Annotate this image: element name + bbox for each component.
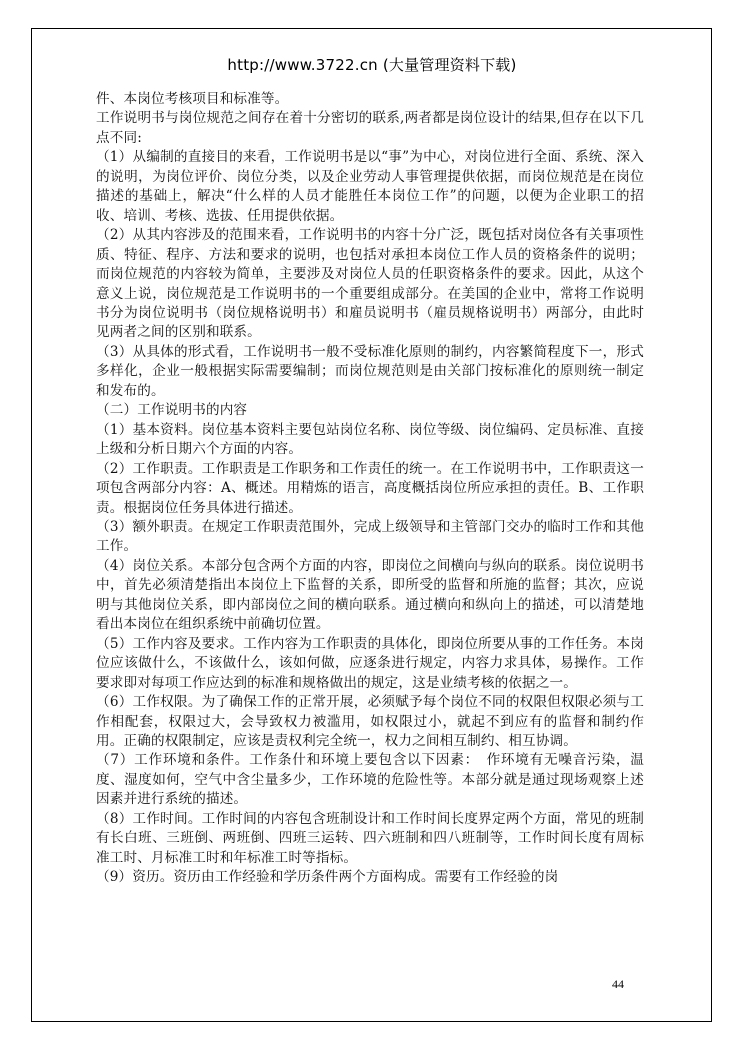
paragraph-1: 件、本岗位考核项目和标准等。 xyxy=(96,91,289,107)
header-url[interactable]: http://www.3722.cn xyxy=(227,56,378,74)
paragraph-7: （1）基本资料。岗位基本资料主要包站岗位名称、岗位等级、岗位编码、定员标准、直接上级和分析日期六个方面的内容。 xyxy=(96,421,644,458)
page-header xyxy=(0,54,744,75)
paragraph-8: （2）工作职责。工作职责是工作职务和工作责任的统一。在工作说明书中，工作职责这一项包含两部分内容：A、概述。用精炼的语言，高度概括岗位所应承担的责任。B、工作职责。根据岗位任务具体进行描述。 xyxy=(96,460,644,516)
header-note: (大量管理资料下载) xyxy=(382,56,517,74)
paragraph-3: （1）从编制的直接目的来看，工作说明书是以“事”为中心，对岗位进行全面、系统、深入的说明，为岗位评价、岗位分类，以及企业劳动人事管理提供依据，而岗位规范是在岗位描述的基础上，解决“什么样的人员才能胜任本岗位工作”的问题，以便为企业职工的招收、培训、考核、选拔、任用提供依据。 xyxy=(96,149,644,224)
page-number: 44 xyxy=(612,977,624,991)
paragraph-11: （5）工作内容及要求。工作内容为工作职责的具体化，即岗位所要从事的工作任务。本岗位应该做什么，不该做什么，该如何做，应逐条进行规定，内容力求具体，易操作。工作要求即对每项工作应达到的标准和规格做出的规定，这是业绩考核的依据之一。 xyxy=(96,635,644,691)
paragraph-15: （9）资历。资历由工作经验和学历条件两个方面构成。需要有工作经验的岗 xyxy=(96,869,559,886)
paragraph-10: （4）岗位关系。本部分包含两个方面的内容，即岗位之间横向与纵向的联系。岗位说明书中，首先必须清楚指出本岗位上下监督的关系，即所受的监督和所施的监督；其次，应说明与其他岗位关系，即内部岗位之间的横向联系。通过横向和纵向上的描述，可以清楚地看出本岗位在组织系统中前确切位置。 xyxy=(96,557,644,633)
paragraph-13: （7）工作环境和条件。工作条什和环境上要包含以下因素： 作环境有无噪音污染，温度、湿度如何，空气中含尘量多少，工作环境的危险性等。本部分就是通过现场观察上述因素并进行系统的描述。 xyxy=(96,752,644,808)
paragraph-4: （2）从其内容涉及的范围来看，工作说明书的内容十分广泛，既包括对岗位各有关事项性质、特征、程序、方法和要求的说明，也包括对承担本岗位工作人员的资格条件的说明；而岗位规范的内容较为简单，主要涉及对岗位人员的任职资格条件的要求。因此，从这个意义上说，岗位规范是工作说明书的一个重要组成部分。在美国的企业中，常将工作说明书分为岗位说明书（岗位规格说明书）和雇员说明书（雇员规格说明书）两部分，由此时见两者之间的区别和联系。 xyxy=(96,227,644,341)
paragraph-2: 工作说明书与岗位规范之间存在着十分密切的联系,两者都是岗位设计的结果,但存在以下几点不同: xyxy=(96,110,644,146)
paragraph-14: （8）工作时间。工作时间的内容包含班制设计和工作时间长度界定两个方面，常见的班制有长白班、三班倒、两班倒、四班三运转、四六班制和四八班制等，工作时间长度有周标准工时、月标准工时和年标准工时等指标。 xyxy=(96,810,644,866)
section-heading: （二）工作说明书的内容 xyxy=(96,402,248,419)
paragraph-5: （3）从具体的形式看，工作说明书一般不受标准化原则的制约，内容繁简程度下一，形式多样化，企业一般根据实际需要编制；而岗位规范则是由关部门按标准化的原则统一制定和发布的。 xyxy=(96,343,644,399)
paragraph-9: （3）额外职责。在规定工作职责范围外，完成上级领导和主管部门交办的临时工作和其他工作。 xyxy=(96,518,644,555)
paragraph-12: （6）工作权限。为了确保工作的正常开展，必须赋予每个岗位不同的权限但权限必须与工作相配套，权限过大，会导致权力被滥用，如权限过小，就起不到应有的监督和制约作用。正确的权限制定，应该是责权利完全统一，权力之间相互制约、相互协调。 xyxy=(96,694,644,749)
body-text xyxy=(96,90,644,888)
